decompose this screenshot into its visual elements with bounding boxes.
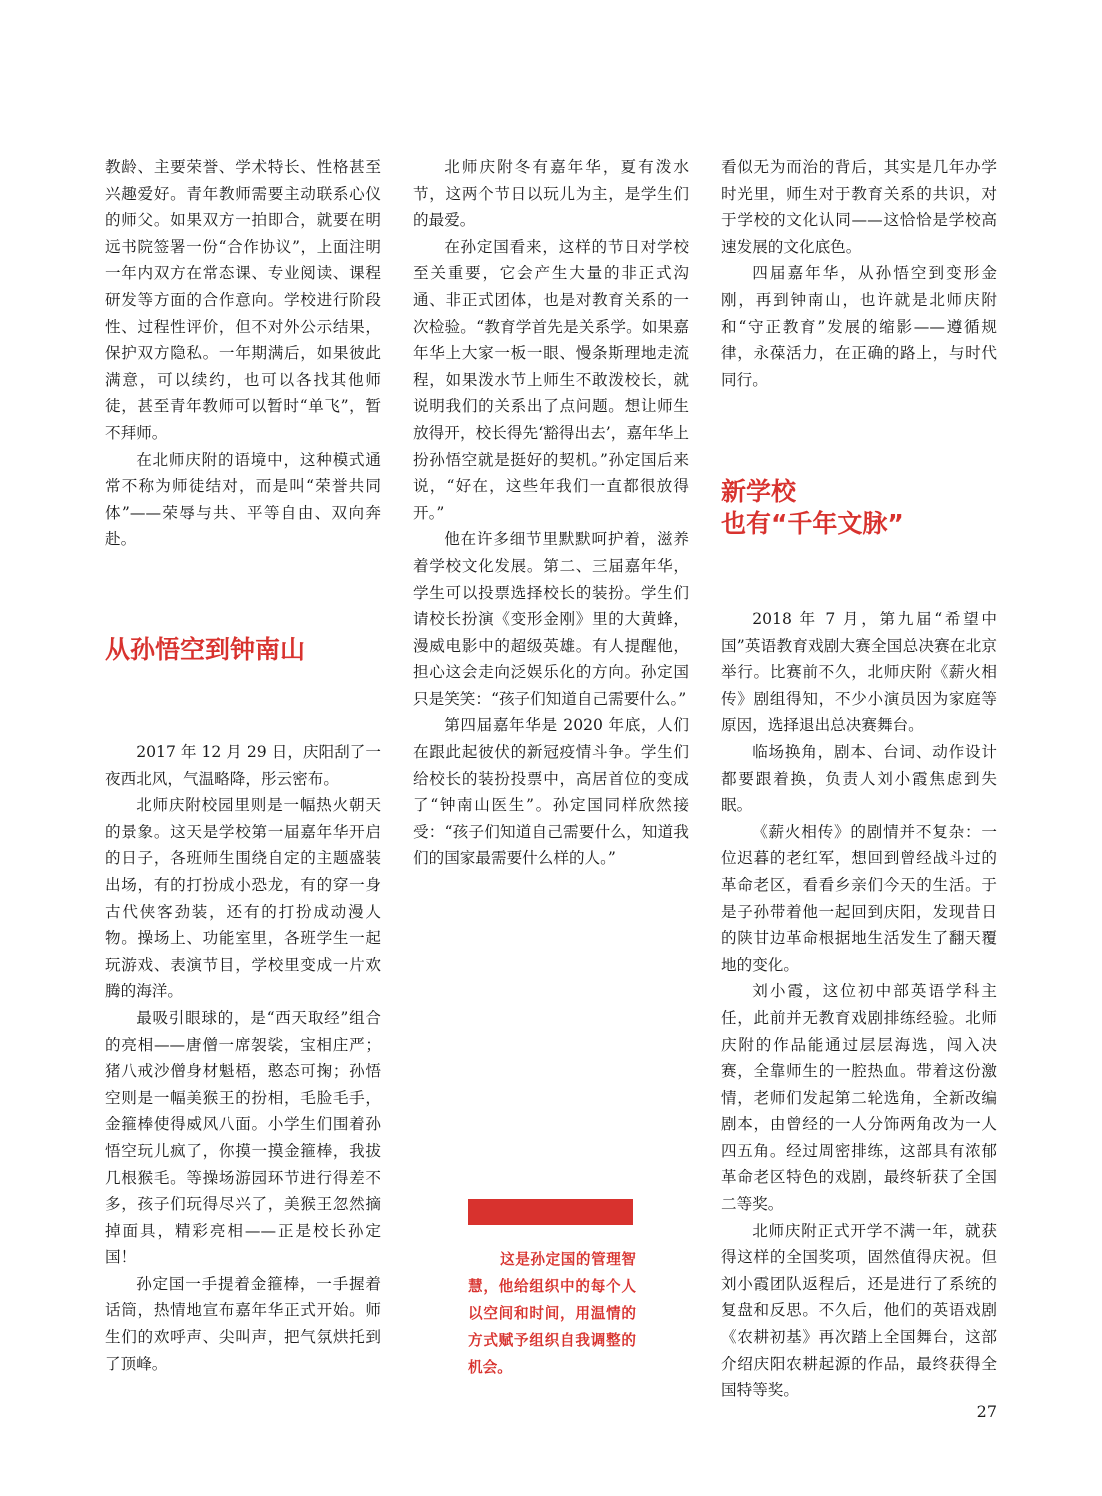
column-1-top [105, 154, 381, 553]
section-heading-sun-wukong: 从孙悟空到钟南山 [105, 635, 306, 664]
paragraph: 北师庆附校园里则是一幅热火朝天的景象。这天是学校第一届嘉年华开启的日子，各班师生围绕自定的主题盛装出场，有的打扮成小恐龙，有的穿一身古代侠客劲装，还有的打扮成动漫人物。操场上、功能室里，各班学生一起玩游戏、表演节目，学校里变成一片欢腾的海洋。 [105, 796, 381, 1001]
paragraph: 北师庆附正式开学不满一年，就获得这样的全国奖项，固然值得庆祝。但刘小霞团队返程后，还是进行了系统的复盘和反思。不久后，他们的英语戏剧《农耕初基》再次踏上全国舞台，这部介绍庆阳农耕起源的作品，最终获得全国特等奖。 [721, 1221, 997, 1400]
column-1-bottom [105, 739, 381, 1377]
paragraph: 孙定国一手提着金箍棒，一手握着话筒，热情地宣布嘉年华正式开始。师生们的欢呼声、尖叫声，把气氛烘托到了顶峰。 [105, 1274, 381, 1373]
page-number: 27 [976, 1402, 997, 1421]
paragraph: 看似无为而治的背后，其实是几年办学时光里，师生对于教育关系的共识，对于学校的文化认同——这恰恰是学校高速发展的文化底色。 [721, 158, 997, 256]
pullquote: 这是孙定国的管理智慧，他给组织中的每个人以空间和时间，用温情的方式赋予组织自我调整的机会。 [468, 1251, 636, 1376]
paragraph: 北师庆附冬有嘉年华，夏有泼水节，这两个节日以玩儿为主，是学生们的最爱。 [413, 158, 689, 230]
paragraph: 在孙定国看来，这样的节日对学校至关重要，它会产生大量的非正式沟通、非正式团体，也是对教育关系的一次检验。“教育学首先是关系学。如果嘉年华上大家一板一眼、慢条斯理地走流程，如果泼水节上师生不敢泼校长，就说明我们的关系出了点问题。想让师生放得开，校长得先‘豁得出去’，嘉年华上扮孙悟空就是挺好的契机。”孙定国后来说，“好在，这些年我们一直都很放得开。” [413, 237, 689, 522]
column-3-top [721, 154, 997, 393]
paragraph: 第四届嘉年华是 2020 年底，人们在跟此起彼伏的新冠疫情斗争。学生们给校长的装扮投票中，高居首位的变成了“钟南山医生”。孙定国同样欣然接受：“孩子们知道自己需要什么，知道我们的国家最需要什么样的人。” [413, 716, 689, 868]
pullquote-accent-bar [468, 1199, 633, 1225]
section-heading-new-school: 新学校 也有“千年文脉” [721, 477, 904, 538]
paragraph: 教龄、主要荣誉、学术特长、性格甚至兴趣爱好。青年教师需要主动联系心仪的师父。如果双方一拍即合，就要在明远书院签署一份“合作协议”，上面注明一年内双方在常态课、专业阅读、课程研发等方面的合作意向。学校进行阶段性、过程性评价，但不对外公示结果，保护双方隐私。一年期满后，如果彼此满意，可以续约，也可以各找其他师徒，甚至青年教师可以暂时“单飞”，暂不拜师。 [105, 158, 381, 442]
paragraph: 最吸引眼球的，是“西天取经”组合的亮相——唐僧一席袈裟，宝相庄严；猪八戒沙僧身材魁梧，憨态可掬；孙悟空则是一幅美猴王的扮相，毛脸毛手，金箍棒使得威风八面。小学生们围着孙悟空玩儿疯了，你摸一摸金箍棒，我拔几根猴毛。等操场游园环节进行得差不多，孩子们玩得尽兴了，美猴王忽然摘掉面具，精彩亮相——正是校长孙定国！ [105, 1008, 381, 1267]
column-3-bottom [721, 606, 997, 1404]
paragraph: 他在许多细节里默默呵护着，滋养着学校文化发展。第二、三届嘉年华，学生可以投票选择校长的装扮。学生们请校长扮演《变形金刚》里的大黄蜂，漫威电影中的超级英雄。有人提醒他，担心这会走向泛娱乐化的方向。孙定国只是笑笑：“孩子们知道自己需要什么。” [413, 530, 689, 708]
paragraph: 2017 年 12 月 29 日，庆阳刮了一夜西北风，气温略降，彤云密布。 [105, 743, 381, 788]
paragraph: 在北师庆附的语境中，这种模式通常不称为师徒结对，而是叫“荣誉共同体”——荣辱与共、平等自由、双向奔赴。 [105, 450, 381, 549]
paragraph: 四届嘉年华，从孙悟空到变形金刚，再到钟南山，也许就是北师庆附和“守正教育”发展的缩影——遵循规律，永葆活力，在正确的路上，与时代同行。 [721, 264, 997, 389]
paragraph: 刘小霞，这位初中部英语学科主任，此前并无教育戏剧排练经验。北师庆附的作品能通过层层海选，闯入决赛，全靠师生的一腔热血。带着这份激情，老师们发起第二轮选角，全新改编剧本，由曾经的一人分饰两角改为一人四五角。经过周密排练，这部具有浓郁革命老区特色的戏剧，最终斩获了全国二等奖。 [721, 982, 997, 1214]
paragraph: 2018 年 7 月，第九届“希望中国”英语教育戏剧大赛全国总决赛在北京举行。比赛前不久，北师庆附《薪火相传》剧组得知，不少小演员因为家庭等原因，选择退出总决赛舞台。 [721, 610, 997, 735]
paragraph: 临场换角，剧本、台词、动作设计都要跟着换，负责人刘小霞焦虑到失眠。 [721, 742, 997, 815]
column-2 [413, 154, 689, 872]
paragraph: 《薪火相传》的剧情并不复杂：一位迟暮的老红军，想回到曾经战斗过的革命老区，看看乡亲们今天的生活。于是子孙带着他一起回到庆阳，发现昔日的陕甘边革命根据地生活发生了翻天覆地的变化。 [721, 822, 997, 974]
